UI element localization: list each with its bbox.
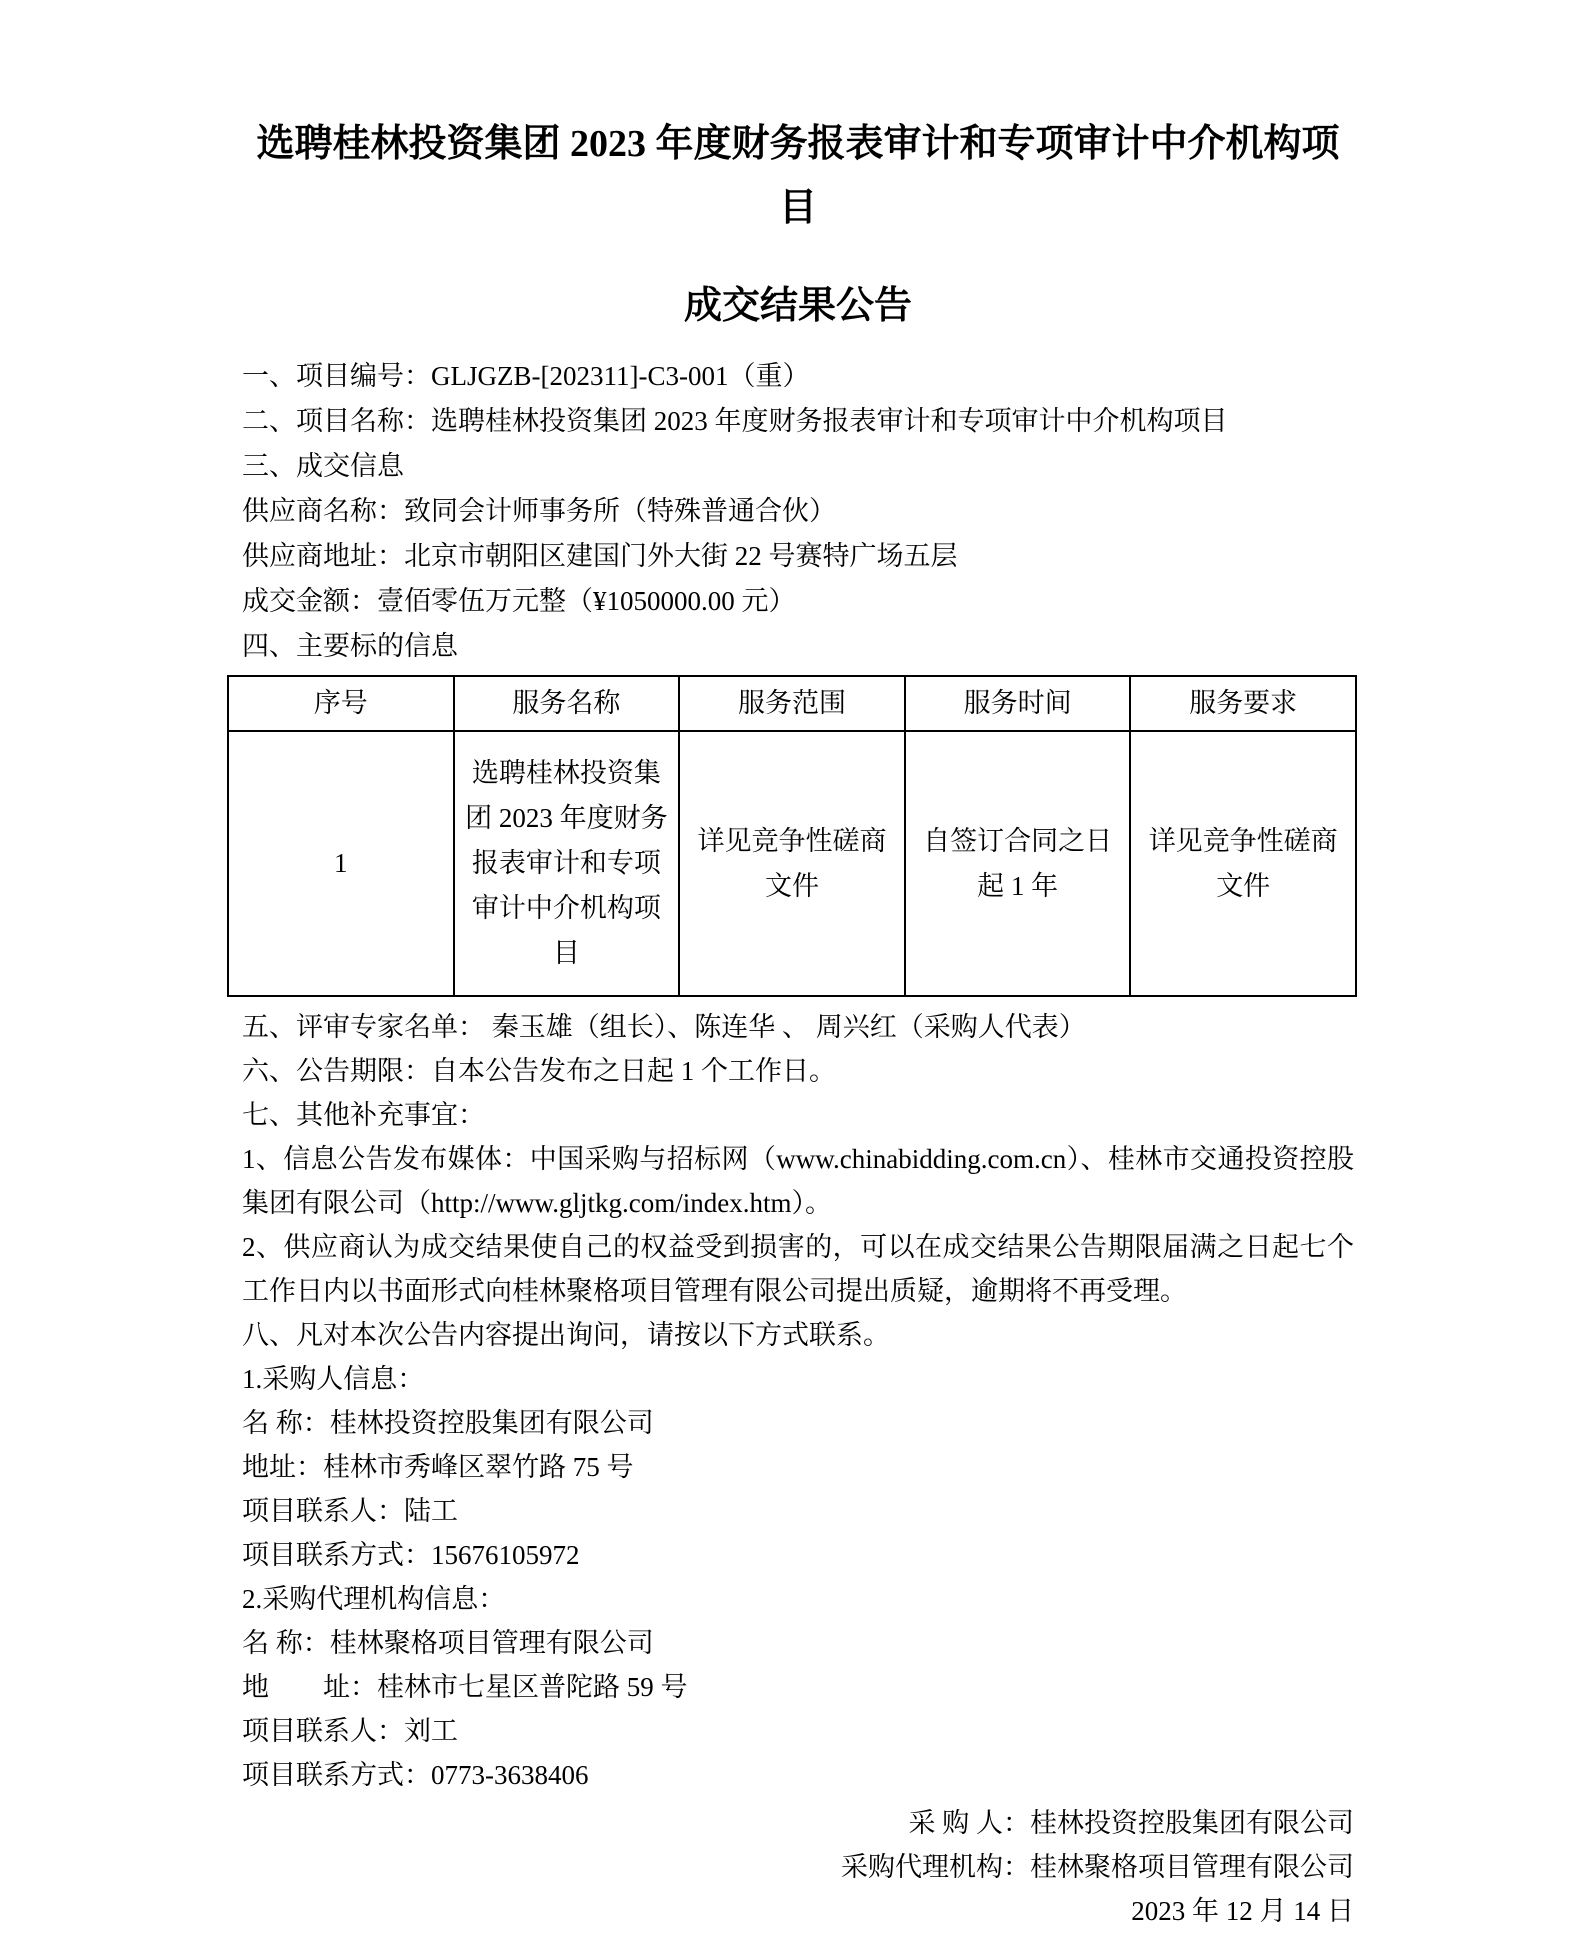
table-row [228,731,1356,996]
para-expert-list: 五、评审专家名单： 秦玉雄（组长）、陈连华 、 周兴红（采购人代表） [242,1012,1086,1042]
table-header-service-scope: 服务范围 [679,676,905,731]
table-header-service-name: 服务名称 [454,676,680,731]
para-agent-phone: 项目联系方式：0773-3638406 [242,1760,589,1790]
table-cell-service-time: 自签订合同之日起 1 年 [905,731,1131,996]
para-project-number: 一、项目编号：GLJGZB-[202311]-C3-001（重） [242,361,810,391]
table-cell-service-name: 选聘桂林投资集团 2023 年度财务报表审计和专项审计中介机构项目 [454,731,680,996]
table-header-service-time: 服务时间 [905,676,1131,731]
para-buyer-phone: 项目联系方式：15676105972 [242,1540,580,1570]
para-subject-info-heading: 四、主要标的信息 [242,631,458,661]
para-agent-address: 地 址：桂林市七星区普陀路 59 号 [242,1672,688,1702]
table-header-row [228,676,1356,731]
document-content [242,0,1354,1933]
section-before-table [242,354,1354,669]
para-buyer-address: 地址：桂林市秀峰区翠竹路 75 号 [242,1452,634,1482]
para-buyer-name: 名 称：桂林投资控股集团有限公司 [242,1408,654,1438]
table-header-seq: 序号 [228,676,454,731]
signature-agent: 采购代理机构：桂林聚格项目管理有限公司 [841,1852,1354,1882]
signature-buyer: 采 购 人：桂林投资控股集团有限公司 [908,1808,1354,1838]
para-award-info-heading: 三、成交信息 [242,451,404,481]
para-inquiry-heading: 八、凡对本次公告内容提出询问，请按以下方式联系。 [242,1320,890,1350]
document-title-line1: 选聘桂林投资集团 2023 年度财务报表审计和专项审计中介机构项目 [256,123,1340,229]
para-agent-info-heading: 2.采购代理机构信息： [242,1584,506,1614]
table-cell-service-requirement: 详见竞争性磋商文件 [1130,731,1356,996]
para-buyer-info-heading: 1.采购人信息： [242,1364,425,1394]
table-header-service-requirement: 服务要求 [1130,676,1356,731]
para-notice-period: 六、公告期限：自本公告发布之日起 1 个工作日。 [242,1056,836,1086]
document-title-line2: 成交结果公告 [683,285,912,327]
para-agent-name: 名 称：桂林聚格项目管理有限公司 [242,1628,654,1658]
para-other-matters-heading: 七、其他补充事宜： [242,1100,485,1130]
signature-block [242,1801,1354,1933]
section-after-table [242,1005,1354,1797]
para-project-name: 二、项目名称：选聘桂林投资集团 2023 年度财务报表审计和专项审计中介机构项目 [242,406,1228,436]
para-agent-contact: 项目联系人：刘工 [242,1716,458,1746]
para-award-amount: 成交金额：壹佰零伍万元整（¥1050000.00 元） [242,586,796,616]
para-supplier-address: 供应商地址：北京市朝阳区建国门外大街 22 号赛特广场五层 [242,541,958,571]
table-cell-service-scope: 详见竞争性磋商文件 [679,731,905,996]
table-cell-seq: 1 [228,731,454,996]
para-publish-media: 1、信息公告发布媒体：中国采购与招标网（www.chinabidding.com.cn）、桂林市交通投资控股集团有限公司（http://www.gljtkg.com/index.htm）。 [242,1144,1354,1218]
para-objection-notice: 2、供应商认为成交结果使自己的权益受到损害的，可以在成交结果公告期限届满之日起七个工作日内以书面形式向桂林聚格项目管理有限公司提出质疑，逾期将不再受理。 [242,1232,1354,1306]
para-supplier-name: 供应商名称：致同会计师事务所（特殊普通合伙） [242,496,836,526]
subject-info-table [227,675,1357,997]
signature-date: 2023 年 12 月 14 日 [1131,1896,1354,1926]
para-buyer-contact: 项目联系人：陆工 [242,1496,458,1526]
